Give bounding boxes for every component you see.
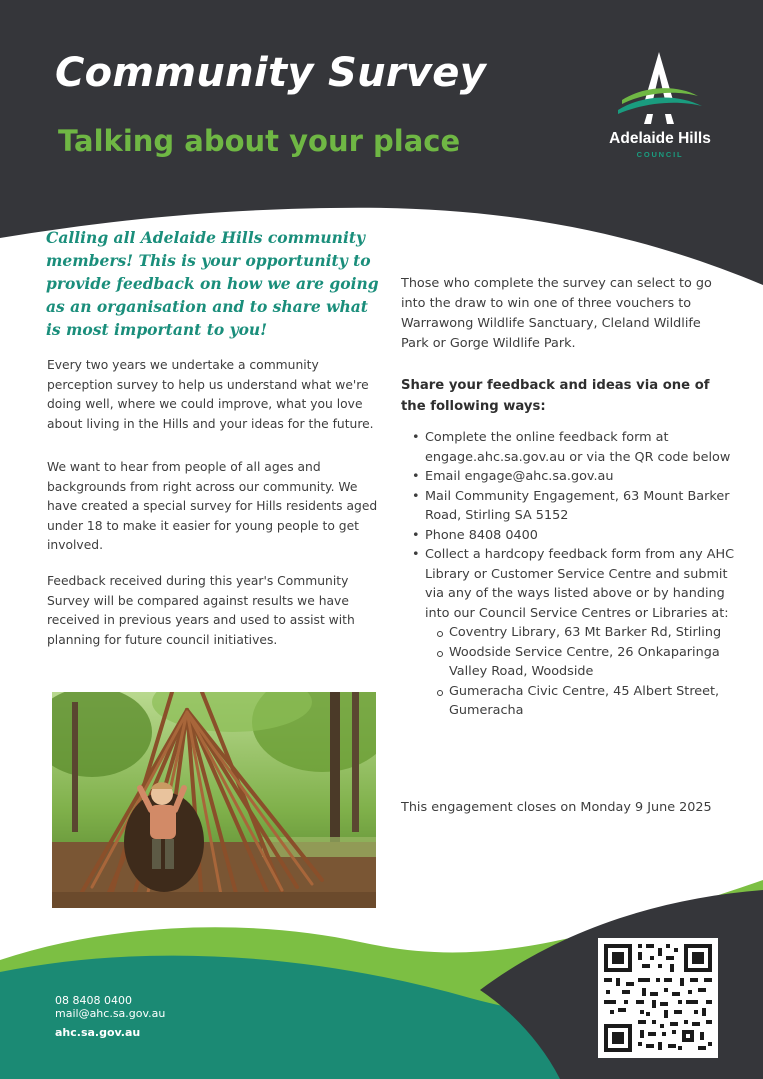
intro-paragraph-2: We want to hear from people of all ages and backgrounds from right across our community. We have created a special survey for Hills residents aged under 18 to make it easier for young people to get involved. [47,460,378,552]
share-heading: Share your feedback and ideas via one of the following ways: [401,378,710,414]
qr-code [598,938,718,1058]
feedback-ways-list [401,428,750,721]
way-mail: • Mail Community Engagement, 63 Mount Barker Road, Stirling SA 5152 [425,487,750,526]
footer-phone: 08 8408 0400 [55,994,132,1007]
page-subtitle: Talking about your place [58,124,461,158]
footer-email: mail@ahc.sa.gov.au [55,1007,166,1020]
way-email: • Email engage@ahc.sa.gov.au [425,467,750,487]
logo-subtext: COUNCIL [636,150,684,159]
way-online: • Complete the online feedback form at engage.ahc.sa.gov.au or via the QR code below [425,428,750,467]
locations-list [425,623,750,721]
adelaide-hills-logo [600,48,720,168]
intro-paragraph-1: Every two years we undertake a community perception survey to help us understand what we're doing well, where we could improve, what you love about living in the Hills and your ideas for the future. [47,358,374,431]
logo-name: Adelaide Hills [609,130,711,147]
prize-draw-text: Those who complete the survey can select to go into the draw to win one of three vouchers to Warrawong Wildlife Sanctuary, Cleland Wildlife Park or Gorge Wildlife Park. [401,276,712,351]
photo-child-in-stick-hut [52,692,376,908]
page-title: Community Survey [55,50,487,96]
way-phone: • Phone 8408 0400 [425,526,750,546]
footer-website: ahc.sa.gov.au [55,1026,141,1039]
way-hardcopy-text: Collect a hardcopy feedback form from any AHC Library or Customer Service Centre and submit via any of the ways listed above or by handing into our Council Service Centres or Libraries at: [425,547,735,621]
logo-a-mark-icon [614,48,704,128]
intro-lead: Calling all Adelaide Hills community members! This is your opportunity to provide feedback on how we are going as an organisation and to share what is most important to you! [46,228,379,339]
location-coventry: Coventry Library, 63 Mt Barker Rd, Stirling [449,623,750,643]
way-hardcopy [425,545,750,721]
intro-paragraph-3: Feedback received during this year's Community Survey will be compared against results we have received in previous years and used to assist with planning for future council initiatives. [47,574,355,647]
location-woodside: Woodside Service Centre, 26 Onkaparinga Valley Road, Woodside [449,643,750,682]
closing-date-text: This engagement closes on Monday 9 June 2025 [401,800,712,815]
footer-contact [55,994,165,1039]
location-gumeracha: Gumeracha Civic Centre, 45 Albert Street, Gumeracha [449,682,750,721]
